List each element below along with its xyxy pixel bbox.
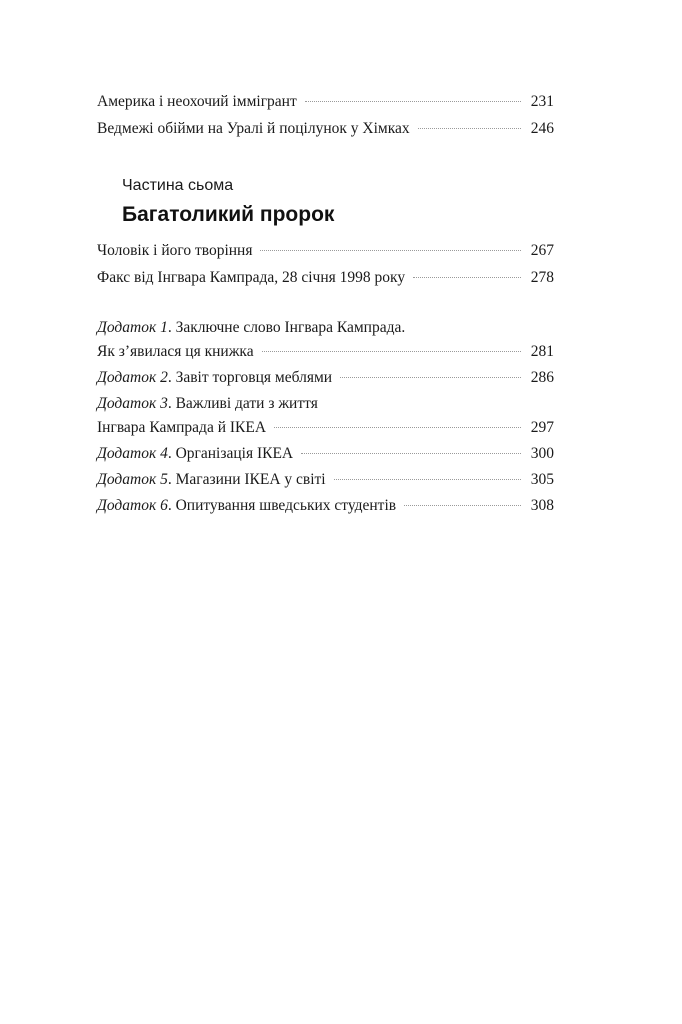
appendix-prefix: Додаток 6 [97, 497, 168, 514]
dot-leader [305, 101, 521, 102]
appendix-first-line[interactable] [97, 392, 318, 416]
toc-entry-title [97, 494, 396, 518]
dot-leader [418, 128, 521, 129]
toc-entry-title [97, 366, 332, 390]
toc-entry-page: 267 [530, 242, 554, 259]
dot-leader [404, 505, 521, 506]
toc-entry[interactable] [97, 468, 554, 492]
dot-leader [301, 453, 521, 454]
appendix-title-text: . Завіт торговця меблями [167, 369, 333, 386]
toc-entry-page: 231 [530, 93, 554, 110]
appendix-title-text: . Організація ІКЕА [167, 445, 294, 462]
toc-entry-title: Факс від Інгвара Кампрада, 28 січня 1998 року [97, 269, 406, 286]
toc-entry-page: 300 [530, 445, 554, 462]
toc-entry-title: Як з’явилася ця книжка [97, 343, 254, 360]
dot-leader [262, 351, 521, 352]
dot-leader [260, 250, 520, 251]
part-label: Частина сьома [122, 177, 234, 194]
toc-entry-page: 278 [530, 269, 554, 286]
toc-entry[interactable] [97, 366, 554, 390]
toc-entry[interactable] [97, 117, 554, 141]
appendix-first-line[interactable] [97, 316, 405, 340]
appendix-prefix: Додаток 5 [97, 471, 168, 488]
toc-entry[interactable] [97, 90, 554, 114]
toc-entry[interactable] [97, 416, 554, 440]
appendix-first-line-text: . Заключне слово Інгвара Кампрада. [167, 319, 406, 336]
toc-entry[interactable] [97, 239, 554, 263]
appendix-title-text: . Магазини ІКЕА у світі [167, 471, 326, 488]
part-title: Багатоликий пророк [122, 203, 335, 226]
toc-entry-title: Америка і неохочий іммігрант [97, 93, 297, 110]
appendix-prefix: Додаток 4 [97, 445, 168, 462]
toc-entry-page: 246 [530, 120, 554, 137]
appendix-title-text: . Опитування шведських студентів [167, 497, 397, 514]
toc-entry-page: 281 [530, 343, 554, 360]
dot-leader [334, 479, 521, 480]
toc-entry-title: Чоловік і його творіння [97, 242, 253, 259]
dot-leader [413, 277, 521, 278]
appendix-prefix: Додаток 3 [97, 395, 168, 412]
toc-entry[interactable] [97, 340, 554, 364]
toc-entry[interactable] [97, 266, 554, 290]
toc-entry-title: Ведмежі обійми на Уралі й поцілунок у Хімках [97, 120, 410, 137]
toc-entry-page: 305 [530, 471, 554, 488]
dot-leader [340, 377, 521, 378]
toc-entry[interactable] [97, 442, 554, 466]
toc-entry-page: 297 [530, 419, 554, 436]
toc-entry-page: 286 [530, 369, 554, 386]
dot-leader [274, 427, 521, 428]
appendix-prefix: Додаток 1 [97, 319, 168, 336]
toc-entry-title [97, 468, 326, 492]
appendix-prefix: Додаток 2 [97, 369, 168, 386]
toc-entry[interactable] [97, 494, 554, 518]
appendix-first-line-text: . Важливі дати з життя [167, 395, 318, 412]
toc-entry-page: 308 [530, 497, 554, 514]
toc-entry-title [97, 442, 293, 466]
toc-entry-title: Інгвара Кампрада й ІКЕА [97, 419, 267, 436]
